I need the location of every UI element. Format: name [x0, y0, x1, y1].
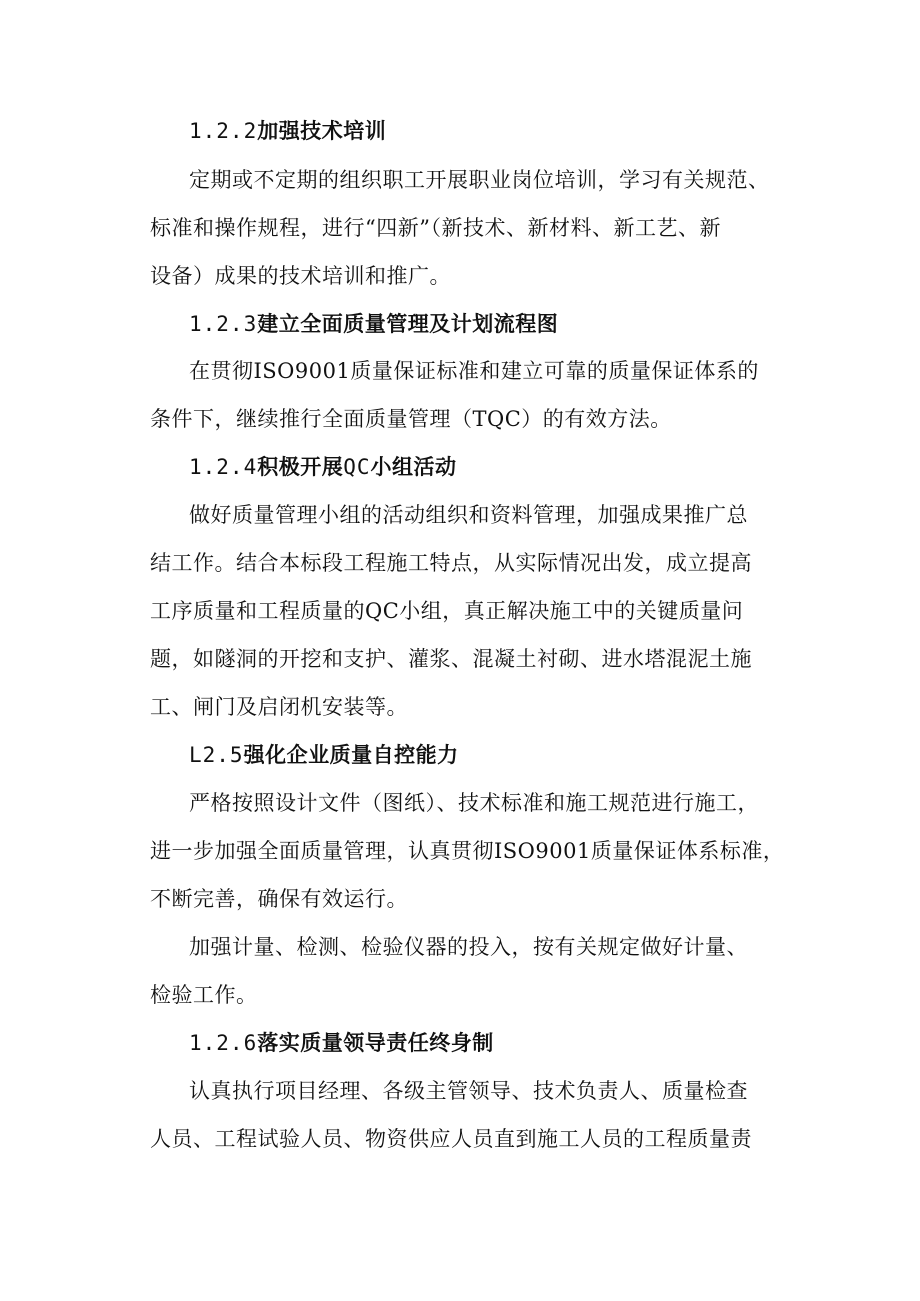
- paragraph-line: 严格按照设计文件（图纸）、技术标准和施工规范进行施工，: [189, 791, 759, 815]
- paragraph-line: 结工作。结合本标段工程施工特点，从实际情况出发，成立提高: [150, 551, 752, 575]
- heading-number: 1.2.2: [189, 119, 258, 143]
- heading-number: L2.5: [189, 743, 244, 767]
- paragraph-line: 人员、工程试验人员、物资供应人员直到施工人员的工程质量责: [150, 1127, 752, 1151]
- paragraph-line: 认真执行项目经理、各级主管领导、技术负责人、质量检查: [189, 1079, 748, 1103]
- paragraph-line: 定期或不定期的组织职工开展职业岗位培训，学习有关规范、: [189, 168, 770, 192]
- paragraph-line: 条件下，继续推行全面质量管理（TQC）的有效方法。: [150, 407, 672, 431]
- section-heading-1-2-2: [189, 116, 386, 146]
- heading-number: 1.2.4: [189, 455, 258, 479]
- heading-number: 1.2.3: [189, 312, 258, 336]
- paragraph-line: 不断完善，确保有效运行。: [150, 887, 408, 911]
- paragraph-line: 设备）成果的技术培训和推广。: [150, 264, 451, 288]
- paragraph-line: 加强计量、检测、检验仪器的投入，按有关规定做好计量、: [189, 935, 748, 959]
- paragraph-line: 工序质量和工程质量的QC小组，真正解决施工中的关键质量问: [150, 599, 744, 623]
- paragraph-line: 题，如隧洞的开挖和支护、灌浆、混凝土衬砌、进水塔混泥土施: [150, 647, 752, 671]
- paragraph-line: 检验工作。: [150, 983, 258, 1007]
- section-heading-1-2-6: [189, 1028, 494, 1058]
- heading-title: 落实质量领导责任终身制: [257, 1031, 494, 1055]
- heading-title: 积极开展: [257, 455, 344, 479]
- section-heading-1-2-3: [189, 309, 558, 339]
- section-heading-l2-5: [189, 740, 459, 770]
- heading-number: 1.2.6: [189, 1031, 258, 1055]
- heading-qc-text: QC: [343, 455, 371, 479]
- paragraph-line: 进一步加强全面质量管理，认真贯彻ISO9001质量保证体系标准，: [150, 839, 785, 863]
- paragraph-line: 在贯彻ISO9001质量保证标准和建立可靠的质量保证体系的: [189, 359, 759, 383]
- section-heading-1-2-4: [189, 452, 457, 482]
- heading-title-suffix: 小组活动: [370, 455, 457, 479]
- paragraph-line: 做好质量管理小组的活动组织和资料管理，加强成果推广总: [189, 503, 748, 527]
- heading-title: 加强技术培训: [257, 119, 387, 143]
- heading-title: 强化企业质量自控能力: [243, 743, 459, 767]
- paragraph-line: 标准和操作规程，进行“四新”（新技术、新材料、新工艺、新: [150, 216, 721, 240]
- paragraph-line: 工、闸门及启闭机安装等。: [150, 695, 408, 719]
- heading-title: 建立全面质量管理及计划流程图: [257, 312, 559, 336]
